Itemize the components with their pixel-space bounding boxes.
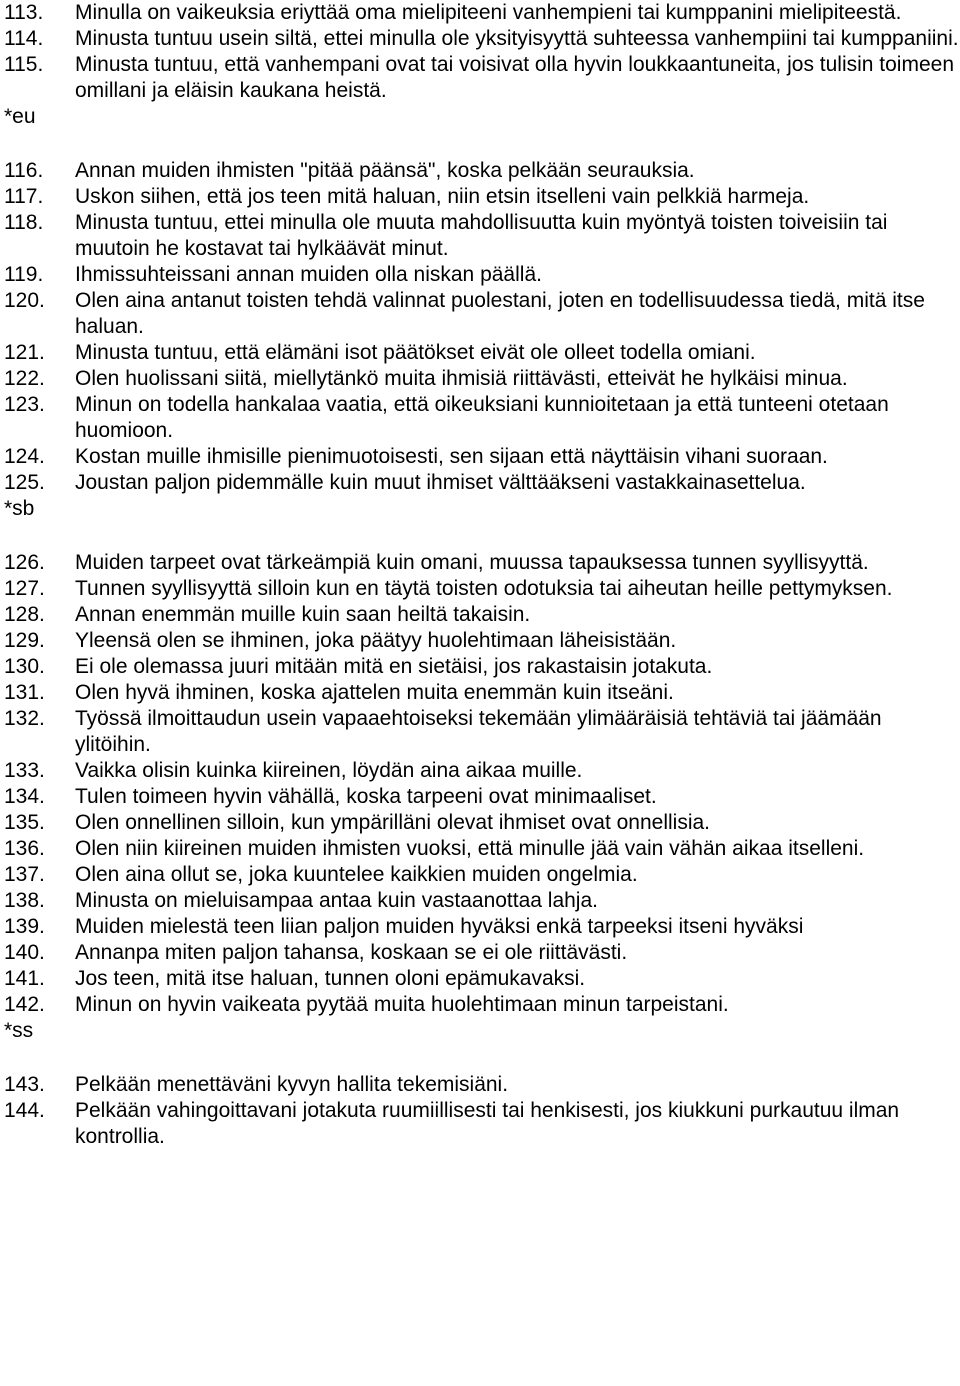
statement-text: Annan enemmän muille kuin saan heiltä takaisin.: [75, 603, 531, 626]
statement-number: 136.: [4, 837, 45, 860]
section-spacer: [0, 522, 960, 550]
statement-item: [0, 1098, 960, 1150]
statement-number: 143.: [4, 1073, 45, 1096]
statement-number: 142.: [4, 993, 45, 1016]
statement-number: 124.: [4, 445, 45, 468]
statement-item: [0, 262, 960, 288]
statement-item: [0, 784, 960, 810]
statement-item: [0, 862, 960, 888]
statement-number: 137.: [4, 863, 45, 886]
section-spacer: [0, 130, 960, 158]
statement-number: 129.: [4, 629, 45, 652]
statement-number: 141.: [4, 967, 45, 990]
statement-item: [0, 914, 960, 940]
statement-number: 133.: [4, 759, 45, 782]
statement-number: 144.: [4, 1099, 45, 1122]
statement-item: [0, 550, 960, 576]
statement-text: Muiden tarpeet ovat tärkeämpiä kuin omani, muussa tapauksessa tunnen syyllisyyttä.: [75, 551, 869, 574]
statement-number: 132.: [4, 707, 45, 730]
section-code: *eu: [4, 105, 36, 128]
statement-text: Pelkään vahingoittavani jotakuta ruumiillisesti tai henkisesti, jos kiukkuni purkautuu ilman kontrollia.: [75, 1099, 900, 1148]
statement-item: [0, 184, 960, 210]
statement-text: Minusta on mieluisampaa antaa kuin vastaanottaa lahja.: [75, 889, 598, 912]
statement-text: Minun on hyvin vaikeata pyytää muita huolehtimaan minun tarpeistani.: [75, 993, 729, 1016]
statement-number: 134.: [4, 785, 45, 808]
statement-number: 119.: [4, 263, 44, 286]
statement-number: 117.: [4, 185, 44, 208]
statement-item: [0, 654, 960, 680]
statement-text: Olen aina ollut se, joka kuuntelee kaikkien muiden ongelmia.: [75, 863, 638, 886]
statement-item: [0, 836, 960, 862]
statement-text: Minusta tuntuu, että elämäni isot päätökset eivät ole olleet todella omiani.: [75, 341, 756, 364]
statement-number: 139.: [4, 915, 45, 938]
statement-number: 130.: [4, 655, 45, 678]
statement-item: [0, 158, 960, 184]
statement-number: 114.: [4, 27, 44, 50]
statement-number: 122.: [4, 367, 45, 390]
statement-text: Jos teen, mitä itse haluan, tunnen oloni epämukavaksi.: [75, 967, 586, 990]
statement-item: [0, 602, 960, 628]
statement-number: 135.: [4, 811, 45, 834]
section-code: *sb: [4, 497, 35, 520]
statement-item: [0, 366, 960, 392]
statement-text: Joustan paljon pidemmälle kuin muut ihmiset välttääkseni vastakkainasettelua.: [75, 471, 806, 494]
statement-number: 131.: [4, 681, 45, 704]
statement-item: [0, 470, 960, 496]
statement-text: Olen huolissani siitä, miellytänkö muita ihmisiä riittävästi, etteivät he hylkäisi minua.: [75, 367, 848, 390]
statement-item: [0, 680, 960, 706]
statement-text: Olen onnellinen silloin, kun ympärilläni olevat ihmiset ovat onnellisia.: [75, 811, 711, 834]
statement-text: Minusta tuntuu, ettei minulla ole muuta mahdollisuutta kuin myöntyä toisten toiveisiin tai muutoin he kostavat tai hylkäävät minut.: [75, 211, 888, 260]
section-spacer: [0, 1044, 960, 1072]
statement-number: 116.: [4, 159, 44, 182]
statement-number: 121.: [4, 341, 45, 364]
statement-item: [0, 340, 960, 366]
statement-text: Työssä ilmoittaudun usein vapaaehtoiseksi tekemään ylimääräisiä tehtäviä tai jäämään ylitöihin.: [75, 707, 882, 756]
statement-number: 140.: [4, 941, 45, 964]
statement-item: [0, 888, 960, 914]
statement-number: 120.: [4, 289, 45, 312]
statement-number: 138.: [4, 889, 45, 912]
statement-text: Annan muiden ihmisten "pitää päänsä", koska pelkään seurauksia.: [75, 159, 695, 182]
statement-text: Muiden mielestä teen liian paljon muiden hyväksi enkä tarpeeksi itseni hyväksi: [75, 915, 804, 938]
statement-item: [0, 0, 960, 26]
statement-text: Tunnen syyllisyyttä silloin kun en täytä toisten odotuksia tai aiheutan heille pettymyksen.: [75, 577, 893, 600]
statement-number: 113.: [4, 1, 44, 24]
statement-text: Kostan muille ihmisille pienimuotoisesti, sen sijaan että näyttäisin vihani suoraan.: [75, 445, 828, 468]
statement-text: Olen aina antanut toisten tehdä valinnat puolestani, joten en todellisuudessa tiedä, mitä itse haluan.: [75, 289, 925, 338]
statement-number: 127.: [4, 577, 45, 600]
statement-number: 115.: [4, 53, 44, 76]
statement-item: [0, 706, 960, 758]
statement-number: 125.: [4, 471, 45, 494]
statement-item: [0, 26, 960, 52]
statement-item: [0, 940, 960, 966]
statement-number: 123.: [4, 393, 45, 416]
statement-item: [0, 576, 960, 602]
statement-text: Minusta tuntuu usein siltä, ettei minulla ole yksityisyyttä suhteessa vanhempiini tai kumppaniini.: [75, 27, 959, 50]
statement-number: 128.: [4, 603, 45, 626]
statement-item: [0, 628, 960, 654]
statement-item: [0, 210, 960, 262]
statement-number: 126.: [4, 551, 45, 574]
statement-item: [0, 966, 960, 992]
statement-text: Minusta tuntuu, että vanhempani ovat tai voisivat olla hyvin loukkaantuneita, jos tulisin toimeen omillani ja eläisin kaukana heistä.: [75, 53, 955, 102]
statement-number: 118.: [4, 211, 44, 234]
statement-item: [0, 444, 960, 470]
statement-item: [0, 288, 960, 340]
statement-text: Minulla on vaikeuksia eriyttää oma mielipiteeni vanhempieni tai kumppanini mielipiteestä.: [75, 1, 902, 24]
statement-text: Olen niin kiireinen muiden ihmisten vuoksi, että minulle jää vain vähän aikaa itselleni.: [75, 837, 865, 860]
statement-item: [0, 810, 960, 836]
statement-item: [0, 1072, 960, 1098]
statement-item: [0, 52, 960, 104]
statement-item: [0, 392, 960, 444]
statement-text: Olen hyvä ihminen, koska ajattelen muita enemmän kuin itseäni.: [75, 681, 674, 704]
statement-text: Pelkään menettäväni kyvyn hallita tekemisiäni.: [75, 1073, 509, 1096]
statement-item: [0, 992, 960, 1018]
statement-text: Uskon siihen, että jos teen mitä haluan, niin etsin itselleni vain pelkkiä harmeja.: [75, 185, 810, 208]
statement-text: Yleensä olen se ihminen, joka päätyy huolehtimaan läheisistään.: [75, 629, 677, 652]
statement-text: Vaikka olisin kuinka kiireinen, löydän aina aikaa muille.: [75, 759, 583, 782]
statement-text: Minun on todella hankalaa vaatia, että oikeuksiani kunnioitetaan ja että tunteeni otetaan huomioon.: [75, 393, 889, 442]
section-code: *ss: [4, 1019, 34, 1042]
statement-text: Annanpa miten paljon tahansa, koskaan se ei ole riittävästi.: [75, 941, 628, 964]
statement-text: Tulen toimeen hyvin vähällä, koska tarpeeni ovat minimaaliset.: [75, 785, 657, 808]
statement-text: Ei ole olemassa juuri mitään mitä en sietäisi, jos rakastaisin jotakuta.: [75, 655, 713, 678]
statement-text: Ihmissuhteissani annan muiden olla niskan päällä.: [75, 263, 542, 286]
statement-item: [0, 758, 960, 784]
